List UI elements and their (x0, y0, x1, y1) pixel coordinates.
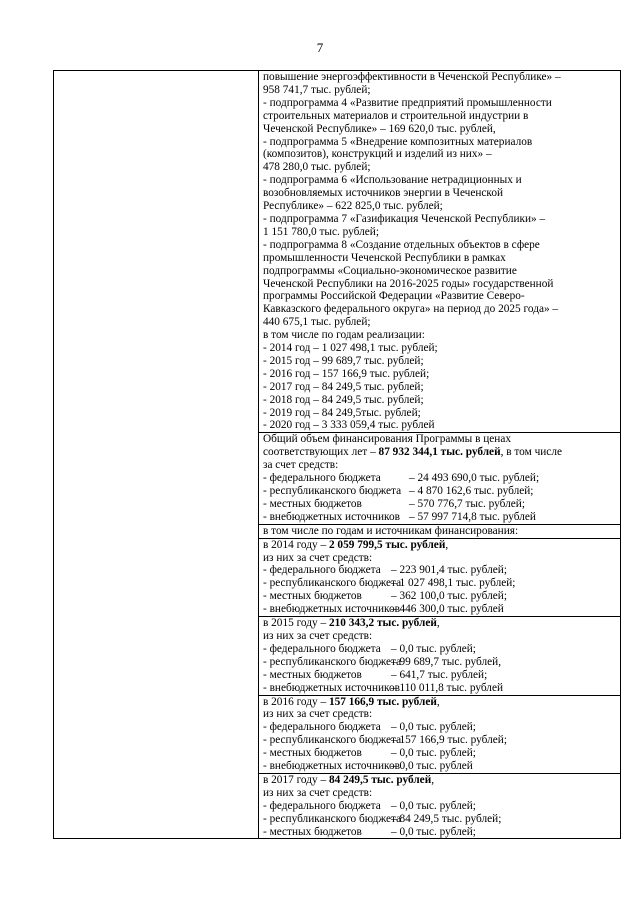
funding-source-row (263, 498, 617, 511)
year-label: в 2015 году – (263, 617, 329, 630)
funding-source-value: – 24 493 690,0 тыс. рублей; (409, 472, 540, 485)
total-line: Общий объем финансирования Программы в ценах (263, 433, 511, 446)
funding-source-row (263, 590, 617, 603)
subprogram-line: - подпрограмма 7 «Газификация Чеченской Республики» – (263, 212, 546, 225)
funding-source-row (263, 485, 617, 498)
funding-source-row (263, 826, 617, 839)
funding-source-name: - внебюджетных источников (263, 603, 400, 616)
subprogram-line: Республике» – 622 825,0 тыс. рублей; (263, 200, 443, 213)
year-comma: , (436, 617, 440, 630)
funding-source-value: – 110 011,8 тыс. рублей (391, 681, 503, 694)
total-financing-cell (259, 433, 621, 524)
subprogram-line: в том числе по годам реализации: (263, 329, 425, 342)
by-years-header-cell (259, 524, 621, 538)
subprogram-line: Кавказского федерального округа» на период до 2025 года» – (263, 303, 559, 316)
funding-source-name: - местных бюджетов (263, 497, 362, 510)
subprogram-line: возобновляемых источников энергии в Чеченской (263, 187, 504, 200)
funding-source-value: – 84 249,5 тыс. рублей; (391, 812, 502, 825)
year-amount: 157 166,9 тыс. рублей (328, 695, 437, 708)
funding-source-name: - республиканского бюджета (263, 734, 402, 747)
subprogram-line: 958 741,7 тыс. рублей; (263, 83, 371, 96)
year-title (263, 774, 617, 787)
funding-source-value: – 362 100,0 тыс. рублей; (391, 590, 507, 603)
funding-source-name: - республиканского бюджета (263, 577, 402, 590)
funding-source-name: - федерального бюджета (263, 799, 381, 812)
subprogram-line: - 2019 год – 84 249,5тыс. рублей; (263, 406, 421, 419)
funding-source-name: - федерального бюджета (263, 721, 381, 734)
year-title (263, 617, 617, 630)
subprogram-line: программы Российской Федерации «Развитие Северо- (263, 290, 525, 303)
funding-source-row (263, 669, 617, 682)
funding-source-row (263, 577, 617, 590)
year-financing-cell (259, 617, 621, 695)
funding-source-name: - федерального бюджета (263, 472, 381, 485)
funding-source-name: - местных бюджетов (263, 747, 362, 760)
funding-source-value: – 570 776,7 тыс. рублей; (409, 497, 525, 510)
funding-source-row (263, 800, 617, 813)
table-row (54, 71, 621, 433)
funding-source-value: – 446 300,0 тыс. рублей (391, 603, 504, 616)
year-sub-label: из них за счет средств: (263, 708, 373, 721)
funding-source-value: – 0,0 тыс. рублей; (391, 642, 476, 655)
subprogram-line: - подпрограмма 8 «Создание отдельных объектов в сфере (263, 238, 540, 251)
year-label: в 2014 году – (263, 538, 329, 551)
year-amount: 84 249,5 тыс. рублей (328, 773, 432, 786)
funding-source-value: – 1 027 498,1 тыс. рублей; (391, 577, 516, 590)
funding-source-value: – 57 997 714,8 тыс. рублей (409, 510, 536, 523)
subprogram-line: подпрограммы «Социально-экономическое развитие (263, 264, 517, 277)
subprogram-line: Чеченской Республике» – 169 620,0 тыс. рублей, (263, 122, 496, 135)
funding-source-value: – 0,0 тыс. рублей; (391, 799, 476, 812)
funding-source-name: - внебюджетных источников (263, 681, 400, 694)
year-sub-label: из них за счет средств: (263, 786, 373, 799)
year-comma: , (431, 773, 435, 786)
funding-source-value: – 4 870 162,6 тыс. рублей; (409, 485, 534, 497)
year-financing-cell (259, 695, 621, 773)
subprogram-line: Чеченской Республики на 2016-2025 годы» государственной (263, 277, 554, 290)
funding-source-value: – 157 166,9 тыс. рублей; (391, 734, 507, 747)
year-comma: , (445, 538, 449, 551)
funding-source-row (263, 472, 617, 485)
funding-source-row (263, 747, 617, 760)
funding-source-row (263, 656, 617, 669)
year-sub-label: из них за счет средств: (263, 629, 373, 642)
funding-source-name: - федерального бюджета (263, 642, 381, 655)
subprogram-line: - 2020 год – 3 333 059,4 тыс. рублей (263, 419, 435, 432)
total-line: за счет средств: (263, 459, 339, 472)
label-cell-empty (54, 71, 259, 839)
year-title (263, 539, 617, 552)
subprogram-line: строительных материалов и строительной индустрии в (263, 109, 529, 122)
funding-source-row (263, 511, 617, 524)
subprogram-line: 1 151 780,0 тыс. рублей; (263, 225, 379, 238)
subprogram-line: - 2016 год – 157 166,9 тыс. рублей; (263, 367, 430, 380)
page-number: 7 (316, 40, 324, 55)
funding-source-name: - местных бюджетов (263, 590, 362, 603)
total-amount: 87 932 344,1 тыс. рублей (378, 446, 501, 459)
funding-source-name: - республиканского бюджета (263, 655, 402, 668)
year-amount: 210 343,2 тыс. рублей (328, 617, 437, 630)
subprogram-line: - подпрограмма 4 «Развитие предприятий промышленности (263, 96, 552, 109)
subprogram-line: - 2014 год – 1 027 498,1 тыс. рублей; (263, 342, 438, 355)
subprogram-line: промышленности Чеченской Республики в рамках (263, 251, 506, 264)
funding-source-row (263, 813, 617, 826)
funding-source-name: - республиканского бюджета (263, 812, 402, 825)
funding-source-value: – 0,0 тыс. рублей; (391, 721, 476, 734)
funding-source-row (263, 721, 617, 734)
financing-table (53, 70, 621, 839)
subprogram-line: - 2018 год – 84 249,5 тыс. рублей; (263, 393, 424, 406)
funding-source-name: - внебюджетных источников (263, 760, 400, 773)
funding-source-row (263, 682, 617, 695)
funding-source-row (263, 564, 617, 577)
year-title (263, 696, 617, 709)
funding-source-value: – 0,0 тыс. рублей; (391, 747, 476, 760)
year-comma: , (436, 695, 440, 708)
funding-source-row (263, 603, 617, 616)
funding-source-value: – 99 689,7 тыс. рублей, (391, 655, 502, 668)
year-amount: 2 059 799,5 тыс. рублей (328, 538, 446, 551)
funding-source-name: - внебюджетных источников (263, 510, 400, 523)
funding-source-name: - местных бюджетов (263, 825, 362, 838)
subprogram-line: - 2017 год – 84 249,5 тыс. рублей; (263, 380, 424, 393)
funding-source-name: - федерального бюджета (263, 564, 381, 577)
subprogram-line: - подпрограмма 6 «Использование нетрадиционных и (263, 174, 522, 187)
subprogram-line: (композитов), конструкций и изделий из них» – (263, 148, 492, 161)
funding-source-value: – 223 901,4 тыс. рублей; (391, 564, 507, 577)
funding-source-row (263, 760, 617, 773)
funding-source-value: – 0,0 тыс. рублей; (391, 825, 476, 838)
subprogram-line: 440 675,1 тыс. рублей; (263, 316, 371, 329)
subprogram-line: - подпрограмма 5 «Внедрение композитных материалов (263, 135, 533, 148)
funding-source-row (263, 734, 617, 747)
subprograms-cell (259, 71, 621, 433)
funding-source-row (263, 643, 617, 656)
subprogram-line: 478 280,0 тыс. рублей; (263, 161, 371, 174)
subprogram-line: - 2015 год – 99 689,7 тыс. рублей; (263, 354, 424, 367)
year-financing-cell (259, 773, 621, 839)
funding-source-value: – 641,7 тыс. рублей; (391, 668, 488, 681)
year-financing-cell (259, 538, 621, 616)
funding-source-value: – 0,0 тыс. рублей (391, 760, 473, 773)
by-years-header: в том числе по годам и источникам финансирования: (263, 524, 519, 537)
funding-source-name: - республиканского бюджета (263, 485, 402, 497)
total-line: соответствующих лет – 87 932 344,1 тыс. рублей, в том числе (263, 446, 562, 459)
year-label: в 2017 году – (263, 773, 329, 786)
subprogram-line: повышение энергоэффективности в Чеченской Республике» – (263, 71, 561, 83)
year-label: в 2016 году – (263, 695, 329, 708)
funding-source-name: - местных бюджетов (263, 668, 362, 681)
year-sub-label: из них за счет средств: (263, 551, 373, 564)
